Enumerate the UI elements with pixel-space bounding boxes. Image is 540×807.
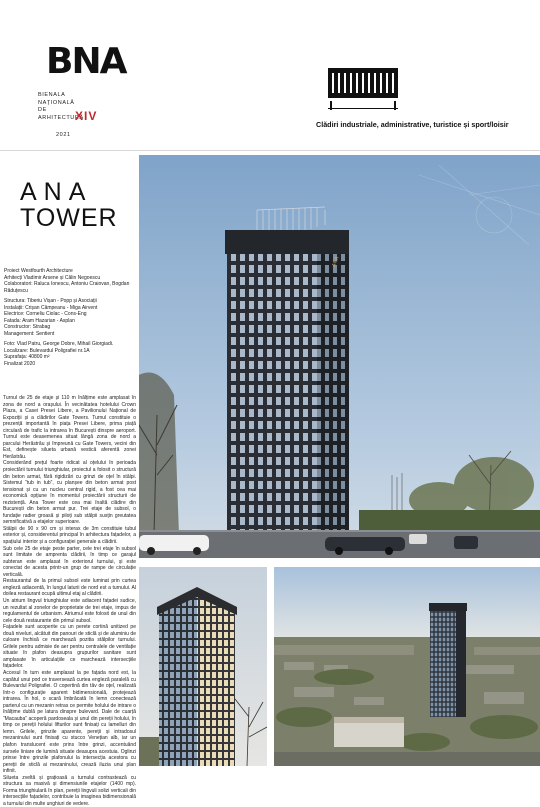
credit-line: Fatada: Aram Hazarian - Asplan (4, 317, 75, 324)
logo-line: BIENALA (38, 92, 66, 98)
aerial-photo (274, 567, 540, 766)
credit-line: Arhitecți Vladimir Arsene și Călin Negoescu (4, 274, 101, 281)
project-title-line-2: TOWER (20, 204, 118, 232)
main-photo (139, 155, 540, 558)
description-paragraph: Stâlpii de 90 x 90 cm și interax de 3m constituie tubul exterior și, considerentul principal în arhitectura fațadelor, a spațiului interior și a configurației generale a clădirii. (3, 525, 136, 546)
category-label: Clădiri industriale, administrative, turistice și sport/loisir (316, 120, 509, 129)
project-title-line-1: ANA (20, 178, 93, 206)
logo-line: NAȚIONALĂ (38, 99, 75, 106)
header-divider (0, 150, 540, 151)
bna-logo (38, 41, 128, 140)
credit-line: Structura: Tiberiu Vișan - Popp și Asociații (4, 298, 97, 304)
credit-line: Management: Sentient (4, 330, 55, 337)
description-paragraph: Un atrium lingvul triunghiular este adiacent fațadei sudice, un rezultat al zonelor de proprietate de trei etaje, impus de regulamentul de urbanism. Atriumul este folosit de unul din cele două restaurante din primul subsol. (3, 597, 136, 624)
credit-line: Constructor: Strabag (4, 324, 51, 331)
project-description (3, 395, 136, 807)
credits-info (4, 341, 132, 367)
credit-line: Finalizat 2020 (4, 360, 36, 367)
logo-mark: BNA (46, 41, 126, 82)
description-paragraph: Accesul în turn este amplasat la pe fațada nord est, la capătul unui pod ce traversează curtea engleză paralelă cu Bulevardul Poligrafiei. O copertină din tăv de oțel, realizată într-o configurație aparent bidimensională, protejează intrarea. În hol, o scară îmbrăcată în lemn conectează parterul cu un mezanin retras ce permite holului de intrare o înălțime dublă pe latura dinspre bulevard. Dale de cuarță “Macauba” acoperă pardoseala și unul din pereții holului, în timp ce pereții holului lifturilor sunt finisați cu lamelluri din lemn. Grilele, grinzile aparente, pereții și intradosul mezaninului sunt finisați cu stucco Venețian alb, iar un plafon translucent este prins între grinzi, accentuând sursele liniare de lumină situate deasupra acestuia. Oglinzi prinse între grinzile plafonului la intersecția acestora cu pereții de sticlă ai mezaninului, crează iluzia unui plan infinit. (3, 669, 136, 775)
credit-line: Proiect Westfourth Architecture (4, 268, 73, 274)
credits-architects (4, 268, 132, 294)
credit-line: Suprafața: 40800 m² (4, 354, 50, 361)
dusk-photo (139, 567, 267, 766)
building-pictogram-icon (328, 68, 398, 110)
description-paragraph: Sub cele 25 de etaje peste parter, cele trei etaje în subsol sunt limitate de amprenta clădirii, în timp ce garajul subteran este amplasat în exteriorul turnului, și este conectat de acesta printr-un grup de rampe de circulație verticală. (3, 545, 136, 578)
credit-line: Instalații: Crișan Câmpeanu - Miga Airvent (4, 304, 98, 311)
svg-text:ANA: ANA (331, 255, 341, 268)
description-paragraph: Fațadele sunt acoperite cu un perete cortină unitized pe două niveluri, alcătuit din panouri de sticlă și de aluminiu de culoare închisă ce marchează pozitia stâlpilor turnului. Grilele pentru admisie de aer pentru centralele de ventilație situate în plafon deasupra grupurilor sanitare sunt amplasate în articulațiile ce marchează intersecțiile fațadelor. (3, 624, 136, 670)
credit-line: Răduțescu (4, 287, 28, 294)
logo-line: DE (38, 107, 47, 113)
logo-edition: XIV (75, 109, 98, 123)
logo-line: ARHITECTURĂ (38, 114, 84, 121)
credit-line: Colaboratori: Raluca Ionescu, Antoniu Craiovan, Bogdan (4, 281, 130, 288)
credits-consultants (4, 298, 132, 338)
credit-line: Electrice: Corneliu Ciolac - Cons-Eng (4, 311, 87, 318)
credit-line: Localizare: Bulevardul Poligrafiei nr.1A (4, 347, 90, 354)
credit-line: Foto: Vlad Patru, George Dobre, Mihail Giorgiadi. (4, 341, 114, 347)
description-paragraph: Considerând prețul foarte ridicat al oțelului în perioada proiectării turnului triunghiular, proiectul a folosit o structură din beton armat, fără rigidizări cu grinzi de oțel în stâlpi. Sistemul “tub in tub”, cu planșee din beton armat post tensionat și cu un nucleu central rigid, a fost cea mai economică opțiune în momentul proiectării structurii de rezistență. Ana Tower este cea mai înaltă clădire din București din beton armat pur. Trei etaje de subsol, o fundație radier groasă și piloți sub stâlpii susțin greutatea semnificativă a etajelor superioare. (3, 460, 136, 526)
description-paragraph: Restaurantul de la primul subsol este luminat prin curtea engleză adiacentă, în lungul laturii de nord est a turnului. Al doilea restaurant ocupă ultimul etaj al clădirii. (3, 578, 136, 598)
description-paragraph: Silueta zveltă și grațioasă a turnului contrastează cu structura sa masivă și dimensiunile etajelor (1400 mp). Forma triunghiulară în plan, pereții lingvuli solizi verticali din intersecțiile fațadelor, contribuie la imaginea bidimensională a turnului din multe unghiuri de vedere. (3, 774, 136, 807)
logo-year: 2021 (56, 132, 71, 138)
description-paragraph: Turnul de 25 de etaje și 110 m înălțime este amplasat în zona de nord a orașului. În vecinătatea hotelului Crown Plaza, a Casei Presei Libere, a Pavilionului Național de Expoziții și a clădirilor Gate Towers. Turnul constituie o prezență importantă în piața Presei Libere, prima piață circulară de trafic la intrarea în București dinspre aeroport. Turnul este deasemenea situat lângă zona de nord a parcului Herăstrău și împreună cu Gate Towers, vecini din Est, definește silueta urbană vestică aferentă zonei Herăstrău. (3, 395, 136, 460)
